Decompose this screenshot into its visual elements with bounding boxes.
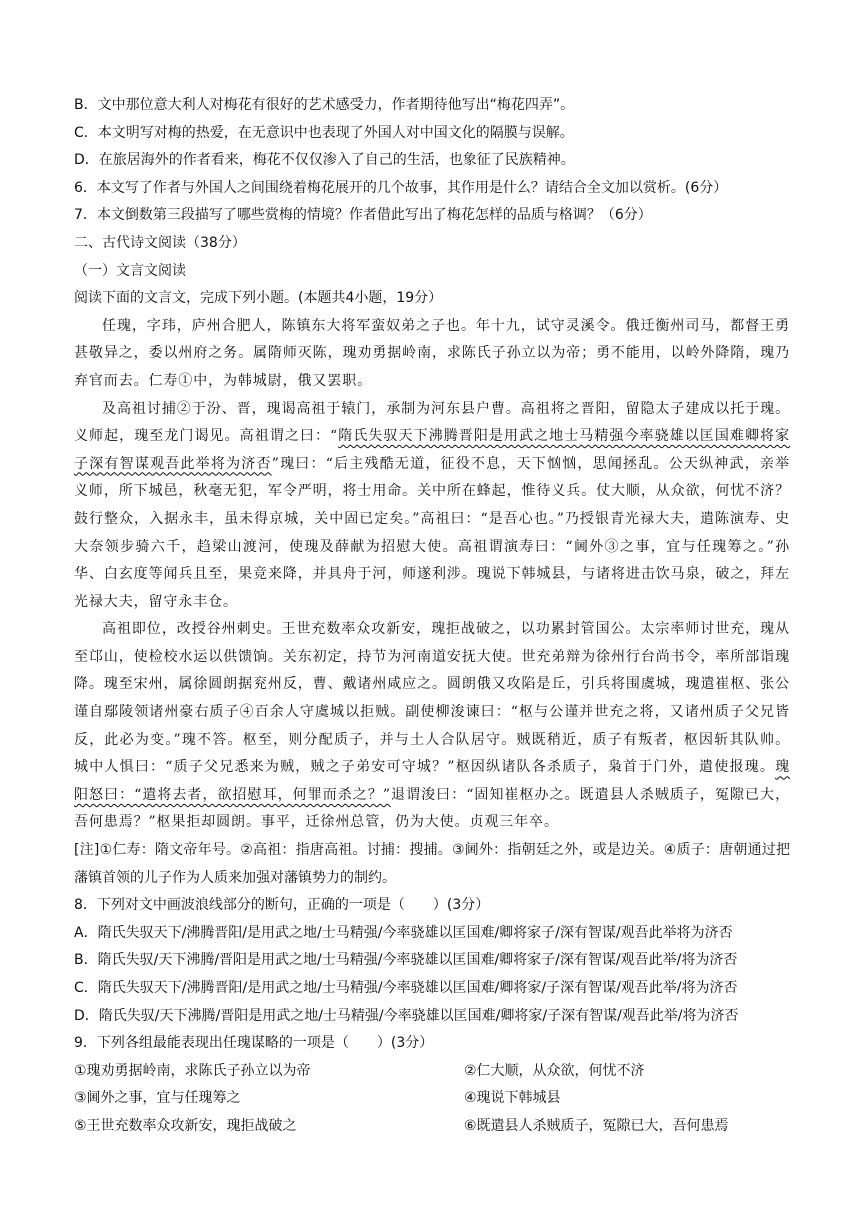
q8-option-d: D．隋氏失驭/天下沸腾/晋阳是用武之地/士马精强/今率骁雄以匡国难/卿将家/子深有智谋/观吾此举/将为济否 xyxy=(74,1007,739,1024)
q9-item-6: ⑥既遣县人杀贼质子，冤隙已大，吾何患焉 xyxy=(464,1117,729,1134)
passage-paragraph-3 xyxy=(74,616,790,837)
q8-option-b: B．隋氏失驭/天下沸腾/晋阳是用武之地/士马精强/今率骁雄以匡国难/卿将家子/深有智谋/观吾此举/将为济否 xyxy=(74,952,738,969)
annotations: [注]①仁寿：隋文帝年号。②高祖：指唐高祖。讨捕：搜捕。③阃外：指朝廷之外，或是边关。④质子：唐朝通过把藩镇首领的儿子作为人质来加强对藩镇势力的制约。 xyxy=(74,842,790,886)
question-6: 6．本文写了作者与外国人之间围绕着梅花展开的几个故事，其作用是什么？请结合全文加以赏析。(6分） xyxy=(74,179,728,196)
passage-paragraph-2 xyxy=(74,396,790,617)
q9-item-1: ①瑰劝勇据岭南，求陈氏子孙立以为帝 xyxy=(74,1062,311,1079)
question-7: 7．本文倒数第三段描写了哪些赏梅的情境？作者借此写出了梅花怎样的品质与格调？（6分） xyxy=(74,207,652,224)
q5-option-c: C．本文明写对梅的热爱，在无意识中也表现了外国人对中国文化的隔膜与误解。 xyxy=(74,124,574,141)
question-9-stem: 9．下列各组最能表现出任瑰谋略的一项是（ ）(3分） xyxy=(74,1035,434,1052)
wavy-underlined-passage: 隋氏失驭天下沸腾晋阳是用武之地士马精强今率骁雄以匡国难卿将家子深有智谋观吾此举将为济否 xyxy=(74,428,791,472)
subsection-heading: （一）文言文阅读 xyxy=(74,262,186,279)
q9-item-2: ②仁大顺，从众欲，何忧不济 xyxy=(464,1062,645,1079)
q5-option-d: D．在旅居海外的作者看来，梅花不仅仅渗入了自己的生活，也象征了民族精神。 xyxy=(74,152,575,169)
question-8-stem: 8．下列对文中画波浪线部分的断句，正确的一项是（ ）(3分） xyxy=(74,897,490,914)
q9-items-grid xyxy=(74,1058,790,1141)
underlined-sentence: 瑰阳怒曰：“遣将去者，欲招慰耳，何罪而杀之？” xyxy=(74,759,790,803)
reading-instruction: 阅读下面的文言文，完成下列小题。(本题共4小题，19分） xyxy=(74,290,443,307)
q8-option-a: A．隋氏失驭天下/沸腾晋阳/是用武之地/士马精强/今率骁雄以匡国难/卿将家子/深有智谋/观吾此举将为济否 xyxy=(74,924,733,941)
q5-option-b: B．文中那位意大利人对梅花有很好的艺术感受力，作者期待他写出“梅花四弄”。 xyxy=(74,97,575,113)
passage-text: 高祖即位，改授谷州刺史。王世充数率众攻新安，瑰拒战破之，以功累封管国公。太宗率师讨世充，瑰从至邙山，使检校水运以供馈饷。关东初定，持节为河南道安抚大使。世充弟辩为徐州行台尚书令，率所部诣瑰降。瑰至宋州，属徐圆朗据兖州反，曹、戴诸州咸应之。圆朗俄又攻陷是丘，引兵将围虞城，瑰遣崔枢、张公谨自鄢陵领诸州豪右质子④百余人守虞城以拒贼。副使柳浚谏曰：“枢与公谨并世充之将，又诸州质子父兄皆反，此必为变。”瑰不答。枢至，则分配质子，并与土人合队居守。贼既稍近，质子有叛者，枢因斩其队帅。城中人惧曰：“质子父兄悉来为贼，贼之子弟安可守城？”枢因纵诸队各杀质子，枭首于门外，遣使报瑰。 xyxy=(74,621,790,776)
q9-item-4: ④瑰说下韩城县 xyxy=(464,1090,561,1107)
passage-text: ”瑰曰：“后主残酷无道，征役不息，天下忷忷，思闻拯乱。公天纵神武，亲举义师，所下城邑，秋毫无犯，军令严明，将士用命。关中所在蜂起，惟待义兵。仗大顺，从众欲，何忧不济？鼓行整众，入据永丰，虽未得京城，关中固已定矣。”高祖曰：“是吾心也。”乃授银青光禄大夫，遣陈演寿、史大奈领步骑六千，趋梁山渡河，使瑰及薛献为招慰大使。高祖谓演寿曰：“阃外③之事，宜与任瑰筹之。”孙华、白玄度等闻兵且至，果竞来降，并具舟于河，师遂利涉。瑰说下韩城县，与诸将进击饮马泉，破之，拜左光禄大夫，留守永丰仓。 xyxy=(74,455,791,610)
passage-paragraph-1: 任瑰，字玮，庐州合肥人，陈镇东大将军蛮奴弟之子也。年十九，试守灵溪令。俄迁衡州司马，都督王勇甚敬异之，委以州府之务。属隋师灭陈，瑰劝勇据岭南，求陈氏子孙立以为帝；勇不能用，以岭外降隋，瑰乃弃官而去。仁寿①中，为韩城尉，俄又罢职。 xyxy=(74,317,790,389)
passage-text: 及高祖讨捕②于汾、晋，瑰谒高祖于辕门，承制为河东县户曹。高祖将之晋阳，留隐太子建成以托于瑰。义师起，瑰至龙门谒见。高祖谓之曰：“ xyxy=(74,400,790,445)
passage-text: 退谓浚曰：“固知崔枢办之。既遣县人杀贼质子，冤隙已大，吾何患焉？”枢果拒却圆朗。事平，迁徐州总管，仍为大使。贞观三年卒。 xyxy=(74,786,790,831)
q9-item-3: ③阃外之事，宜与任瑰筹之 xyxy=(74,1090,241,1107)
section-heading: 二、古代诗文阅读（38分） xyxy=(74,234,246,251)
q9-item-5: ⑤王世充数率众攻新安，瑰拒战破之 xyxy=(74,1117,297,1134)
q8-option-c: C．隋氏失驭天下/沸腾晋阳/是用武之地/士马精强/今率骁雄以匡国难/卿将家/子深有智谋/观吾此举/将为济否 xyxy=(74,980,738,996)
